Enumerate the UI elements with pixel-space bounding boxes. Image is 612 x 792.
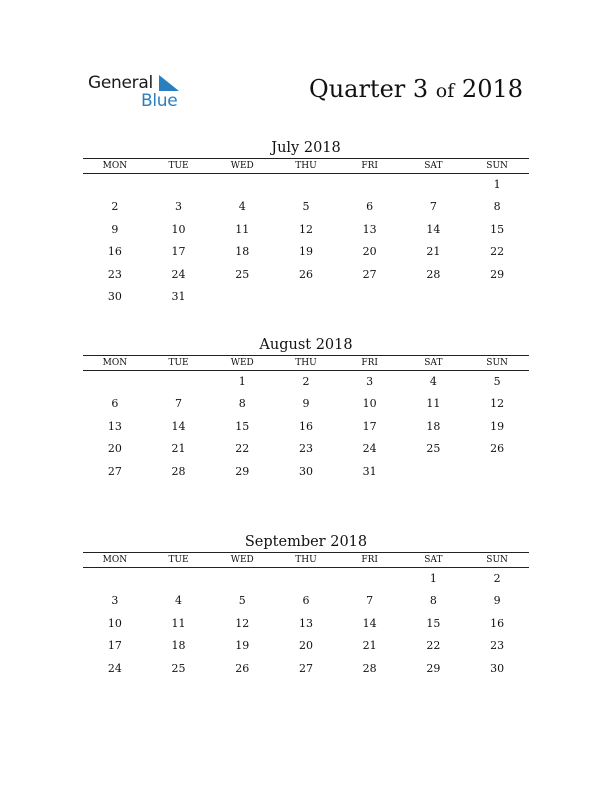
empty-day-cell (147, 568, 211, 591)
day-cell: 21 (362, 639, 377, 653)
day-cell: 11 (171, 616, 186, 630)
day-cell: 31 (171, 290, 186, 304)
day-cell: 23 (490, 639, 505, 653)
month-calendar-september (83, 532, 529, 680)
calendar-grid (83, 552, 529, 680)
day-cell: 17 (171, 245, 186, 259)
day-cell: 26 (298, 267, 313, 281)
page-title (309, 75, 523, 103)
day-cell: 20 (107, 442, 122, 456)
day-cell: 2 (302, 375, 310, 388)
empty-day-cell (210, 286, 274, 308)
day-cell: 8 (493, 200, 501, 214)
day-cell: 18 (426, 419, 441, 433)
logo (88, 72, 188, 112)
month-calendar-august (83, 335, 529, 483)
day-cell: 17 (362, 419, 377, 433)
day-cell: 7 (429, 200, 437, 214)
day-cell: 10 (362, 397, 377, 411)
weekday-header-row (83, 356, 529, 371)
empty-day-cell (402, 174, 466, 197)
weekday-label: FRI (338, 159, 402, 174)
weekday-label: SUN (465, 553, 529, 568)
week-row (83, 461, 529, 483)
week-row (83, 174, 529, 197)
day-cell: 16 (107, 245, 122, 259)
day-cell: 18 (235, 245, 250, 259)
day-cell: 20 (298, 639, 313, 653)
weekday-header-row (83, 159, 529, 174)
week-row (83, 371, 529, 394)
week-row (83, 613, 529, 635)
month-title: July 2018 (271, 140, 341, 156)
empty-day-cell (465, 461, 529, 483)
month-calendar-july (83, 138, 529, 308)
day-cell: 18 (171, 639, 186, 653)
day-cell: 17 (107, 639, 122, 653)
empty-day-cell (338, 286, 402, 308)
day-cell: 20 (362, 245, 377, 259)
day-cell: 13 (107, 419, 122, 433)
empty-day-cell (210, 568, 274, 591)
day-cell: 13 (362, 222, 377, 236)
empty-day-cell (338, 568, 402, 591)
week-row (83, 590, 529, 612)
weekday-label: WED (210, 159, 274, 174)
week-row (83, 393, 529, 415)
day-cell: 25 (235, 267, 250, 281)
day-cell: 22 (490, 245, 505, 259)
day-cell: 2 (111, 200, 119, 214)
weekday-label: TUE (147, 356, 211, 371)
day-cell: 29 (235, 464, 250, 478)
empty-day-cell (402, 461, 466, 483)
weekday-label: SAT (402, 159, 466, 174)
weekday-label: SUN (465, 159, 529, 174)
day-cell: 22 (426, 639, 441, 653)
week-row (83, 658, 529, 680)
day-cell: 11 (426, 397, 441, 411)
day-cell: 27 (362, 267, 377, 281)
weekday-label: TUE (147, 159, 211, 174)
day-cell: 4 (175, 594, 183, 608)
day-cell: 9 (493, 594, 501, 608)
logo-text-blue: Blue (141, 91, 178, 111)
day-cell: 8 (238, 397, 246, 411)
empty-day-cell (83, 371, 147, 394)
week-row (83, 635, 529, 657)
day-cell: 28 (362, 661, 377, 675)
weekday-label: MON (83, 356, 147, 371)
day-cell: 24 (107, 661, 122, 675)
weekday-label: MON (83, 159, 147, 174)
weekday-label: MON (83, 553, 147, 568)
day-cell: 26 (490, 442, 505, 456)
weekday-label: FRI (338, 356, 402, 371)
empty-day-cell (83, 174, 147, 197)
day-cell: 15 (235, 419, 250, 433)
weekday-label: TUE (147, 553, 211, 568)
day-cell: 15 (490, 222, 505, 236)
week-row (83, 286, 529, 308)
day-cell: 22 (235, 442, 250, 456)
day-cell: 15 (426, 616, 441, 630)
weekday-label: SAT (402, 356, 466, 371)
weekday-label: SUN (465, 356, 529, 371)
day-cell: 14 (362, 616, 377, 630)
day-cell: 5 (493, 375, 501, 388)
month-title: August 2018 (259, 337, 353, 353)
day-cell: 14 (171, 419, 186, 433)
day-cell: 30 (490, 661, 505, 675)
empty-day-cell (210, 174, 274, 197)
weekday-label: WED (210, 356, 274, 371)
day-cell: 27 (298, 661, 313, 675)
empty-day-cell (83, 568, 147, 591)
day-cell: 5 (302, 200, 310, 214)
weekday-label: FRI (338, 553, 402, 568)
day-cell: 16 (298, 419, 313, 433)
day-cell: 3 (111, 594, 119, 608)
day-cell: 19 (298, 245, 313, 259)
week-row (83, 438, 529, 460)
empty-day-cell (402, 286, 466, 308)
day-cell: 6 (302, 594, 310, 608)
day-cell: 1 (493, 178, 501, 191)
day-cell: 1 (238, 375, 246, 388)
day-cell: 23 (298, 442, 313, 456)
empty-day-cell (147, 371, 211, 394)
weekday-label: THU (274, 356, 338, 371)
day-cell: 13 (298, 616, 313, 630)
day-cell: 3 (175, 200, 183, 214)
day-cell: 11 (235, 222, 250, 236)
day-cell: 12 (298, 222, 313, 236)
day-cell: 12 (235, 616, 250, 630)
weekday-label: THU (274, 159, 338, 174)
title-year: 2018 (461, 75, 523, 103)
day-cell: 4 (238, 200, 246, 214)
month-title: September 2018 (244, 534, 368, 550)
title-of: of (435, 80, 455, 102)
weekday-label: SAT (402, 553, 466, 568)
week-row (83, 219, 529, 241)
day-cell: 21 (426, 245, 441, 259)
week-row (83, 264, 529, 286)
title-quarter: Quarter 3 (309, 75, 429, 103)
calendar-grid (83, 158, 529, 308)
day-cell: 5 (238, 594, 246, 608)
day-cell: 14 (426, 222, 441, 236)
day-cell: 21 (171, 442, 186, 456)
day-cell: 6 (366, 200, 374, 214)
day-cell: 24 (171, 267, 186, 281)
empty-day-cell (465, 286, 529, 308)
logo-text-general: General (88, 73, 153, 93)
day-cell: 25 (171, 661, 186, 675)
day-cell: 24 (362, 442, 377, 456)
day-cell: 30 (107, 290, 122, 304)
weekday-label: WED (210, 553, 274, 568)
day-cell: 25 (426, 442, 441, 456)
day-cell: 2 (493, 572, 501, 585)
day-cell: 6 (111, 397, 119, 411)
day-cell: 9 (111, 222, 119, 236)
calendar-grid (83, 355, 529, 483)
day-cell: 4 (429, 375, 437, 388)
day-cell: 23 (107, 267, 122, 281)
week-row (83, 241, 529, 263)
logo-triangle-icon (159, 75, 181, 93)
day-cell: 8 (429, 594, 437, 608)
day-cell: 7 (366, 594, 374, 608)
day-cell: 28 (171, 464, 186, 478)
week-row (83, 196, 529, 218)
day-cell: 29 (490, 267, 505, 281)
day-cell: 29 (426, 661, 441, 675)
day-cell: 28 (426, 267, 441, 281)
day-cell: 31 (362, 464, 377, 478)
day-cell: 30 (298, 464, 313, 478)
day-cell: 19 (490, 419, 505, 433)
week-row (83, 416, 529, 438)
weekday-header-row (83, 553, 529, 568)
day-cell: 16 (490, 616, 505, 630)
week-row (83, 568, 529, 591)
day-cell: 9 (302, 397, 310, 411)
day-cell: 12 (490, 397, 505, 411)
day-cell: 7 (175, 397, 183, 411)
empty-day-cell (147, 174, 211, 197)
empty-day-cell (274, 568, 338, 591)
empty-day-cell (274, 286, 338, 308)
weekday-label: THU (274, 553, 338, 568)
empty-day-cell (338, 174, 402, 197)
day-cell: 26 (235, 661, 250, 675)
day-cell: 1 (429, 572, 437, 585)
day-cell: 10 (107, 616, 122, 630)
day-cell: 3 (366, 375, 374, 388)
empty-day-cell (274, 174, 338, 197)
day-cell: 10 (171, 222, 186, 236)
day-cell: 19 (235, 639, 250, 653)
day-cell: 27 (107, 464, 122, 478)
